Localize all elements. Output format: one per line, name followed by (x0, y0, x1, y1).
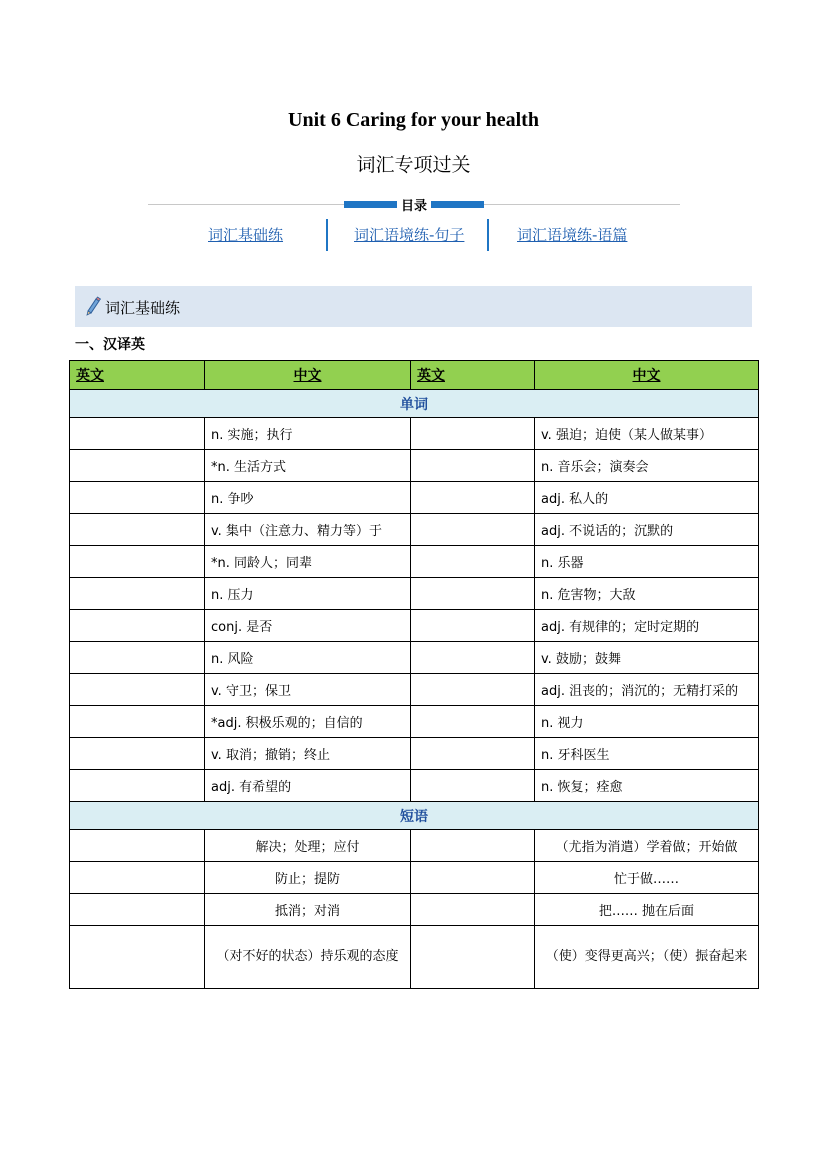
table-row (70, 482, 759, 514)
english-answer-blank[interactable] (411, 610, 535, 642)
english-answer-blank[interactable] (70, 894, 205, 926)
table-row (70, 830, 759, 862)
document-subtitle: 词汇专项过关 (356, 154, 471, 176)
chinese-definition: v. 鼓励；鼓舞 (535, 642, 759, 674)
document-title: Unit 6 Caring for your health (288, 109, 539, 131)
table-row (70, 610, 759, 642)
words-section-label: 单词 (70, 390, 759, 418)
chinese-definition: adj. 不说话的；沉默的 (535, 514, 759, 546)
toc-link-passage[interactable]: 词汇语境练-语篇 (517, 226, 628, 244)
toc-bar-right (431, 201, 484, 208)
english-answer-blank[interactable] (70, 418, 205, 450)
part-heading: 一、汉译英 (75, 337, 145, 353)
table-row (70, 706, 759, 738)
english-answer-blank[interactable] (70, 770, 205, 802)
chinese-definition: n. 实施；执行 (205, 418, 411, 450)
chinese-definition: （使）变得更高兴；（使）振奋起来 (535, 926, 759, 989)
english-answer-blank[interactable] (411, 450, 535, 482)
english-answer-blank[interactable] (411, 514, 535, 546)
english-answer-blank[interactable] (70, 706, 205, 738)
english-answer-blank[interactable] (411, 738, 535, 770)
chinese-definition: n. 争吵 (205, 482, 411, 514)
chinese-definition: *adj. 积极乐观的；自信的 (205, 706, 411, 738)
table-row (70, 642, 759, 674)
english-answer-blank[interactable] (411, 546, 535, 578)
english-answer-blank[interactable] (411, 706, 535, 738)
chinese-definition: n. 牙科医生 (535, 738, 759, 770)
chinese-definition: adj. 私人的 (535, 482, 759, 514)
english-answer-blank[interactable] (70, 578, 205, 610)
toc-label: 目录 (397, 195, 431, 214)
chinese-definition: 忙于做…… (535, 862, 759, 894)
section-header (75, 286, 752, 327)
english-answer-blank[interactable] (411, 482, 535, 514)
english-answer-blank[interactable] (70, 926, 205, 989)
table-row (70, 546, 759, 578)
pencil-icon (85, 296, 101, 316)
section-title: 词汇基础练 (105, 299, 181, 317)
column-header-chinese: 中文 (535, 361, 759, 390)
english-answer-blank[interactable] (70, 610, 205, 642)
toc-link-basic[interactable]: 词汇基础练 (208, 226, 284, 244)
english-answer-blank[interactable] (411, 830, 535, 862)
chinese-definition: n. 压力 (205, 578, 411, 610)
english-answer-blank[interactable] (70, 642, 205, 674)
english-answer-blank[interactable] (70, 514, 205, 546)
table-row (70, 894, 759, 926)
english-answer-blank[interactable] (70, 830, 205, 862)
chinese-definition: 把…… 抛在后面 (535, 894, 759, 926)
toc-separator (487, 219, 489, 251)
english-answer-blank[interactable] (70, 674, 205, 706)
chinese-definition: v. 取消；撤销；终止 (205, 738, 411, 770)
table-row (70, 926, 759, 989)
english-answer-blank[interactable] (411, 578, 535, 610)
column-header-english: 英文 (411, 361, 535, 390)
english-answer-blank[interactable] (70, 482, 205, 514)
table-row (70, 514, 759, 546)
words-section-row (70, 390, 759, 418)
chinese-definition: v. 守卫；保卫 (205, 674, 411, 706)
column-header-chinese: 中文 (205, 361, 411, 390)
english-answer-blank[interactable] (411, 862, 535, 894)
english-answer-blank[interactable] (411, 418, 535, 450)
english-answer-blank[interactable] (411, 770, 535, 802)
toc-link-sentence[interactable]: 词汇语境练-句子 (354, 226, 465, 244)
chinese-definition: n. 视力 (535, 706, 759, 738)
chinese-definition: n. 风险 (205, 642, 411, 674)
table-row (70, 578, 759, 610)
table-row (70, 770, 759, 802)
vocab-table (69, 360, 759, 989)
chinese-definition: *n. 同龄人；同辈 (205, 546, 411, 578)
chinese-definition: conj. 是否 (205, 610, 411, 642)
chinese-definition: 防止；提防 (205, 862, 411, 894)
chinese-definition: v. 集中（注意力、精力等）于 (205, 514, 411, 546)
chinese-definition: n. 音乐会；演奏会 (535, 450, 759, 482)
chinese-definition: n. 恢复；痊愈 (535, 770, 759, 802)
chinese-definition: adj. 沮丧的；消沉的；无精打采的 (535, 674, 759, 706)
column-header-english: 英文 (70, 361, 205, 390)
chinese-definition: 解决；处理；应付 (205, 830, 411, 862)
table-header-row (70, 361, 759, 390)
english-answer-blank[interactable] (411, 926, 535, 989)
table-row (70, 674, 759, 706)
english-answer-blank[interactable] (70, 450, 205, 482)
chinese-definition: adj. 有规律的；定时定期的 (535, 610, 759, 642)
table-row (70, 862, 759, 894)
english-answer-blank[interactable] (70, 738, 205, 770)
chinese-definition: 抵消；对消 (205, 894, 411, 926)
table-row (70, 450, 759, 482)
chinese-definition: n. 危害物；大敌 (535, 578, 759, 610)
phrases-section-label: 短语 (70, 802, 759, 830)
table-row (70, 418, 759, 450)
toc-separator (326, 219, 328, 251)
english-answer-blank[interactable] (411, 674, 535, 706)
toc-bar-left (344, 201, 397, 208)
chinese-definition: v. 强迫；迫使（某人做某事） (535, 418, 759, 450)
chinese-definition: n. 乐器 (535, 546, 759, 578)
english-answer-blank[interactable] (70, 546, 205, 578)
phrases-section-row (70, 802, 759, 830)
chinese-definition: （尤指为消遣）学着做；开始做 (535, 830, 759, 862)
english-answer-blank[interactable] (411, 642, 535, 674)
chinese-definition: adj. 有希望的 (205, 770, 411, 802)
chinese-definition: （对不好的状态）持乐观的态度 (205, 926, 411, 989)
chinese-definition: *n. 生活方式 (205, 450, 411, 482)
english-answer-blank[interactable] (411, 894, 535, 926)
english-answer-blank[interactable] (70, 862, 205, 894)
table-row (70, 738, 759, 770)
